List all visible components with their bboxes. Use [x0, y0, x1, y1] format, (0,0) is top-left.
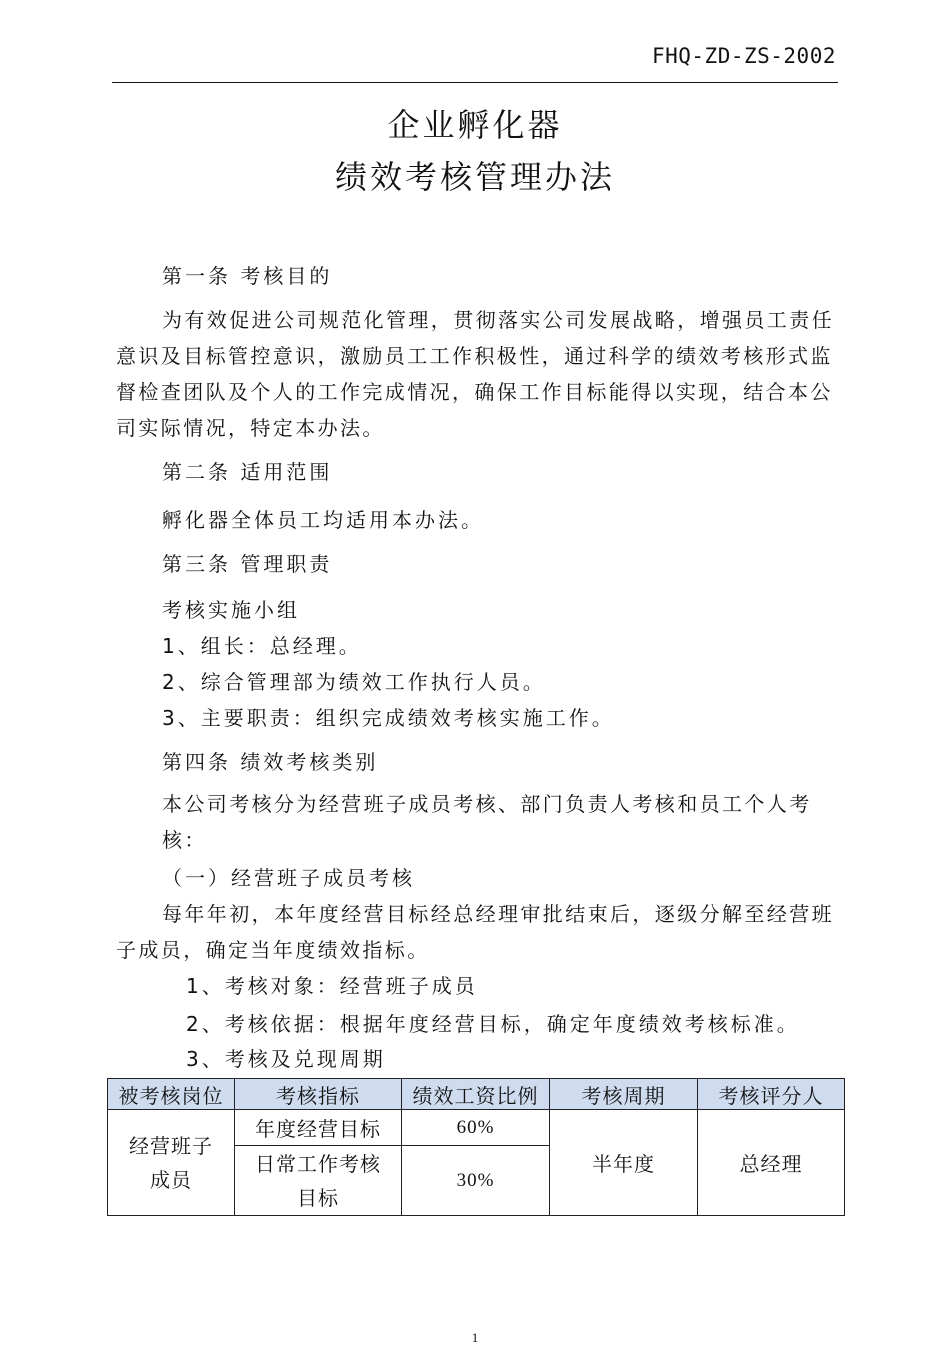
document-code: FHQ-ZD-ZS-2002 — [651, 44, 836, 68]
position-cell: 经营班子成员 — [108, 1110, 235, 1216]
indicator-cell: 日常工作考核目标 — [235, 1146, 402, 1216]
article-1-body: 为有效促进公司规范化管理，贯彻落实公司发展战略，增强员工责任意识及目标管控意识，激励员工工作积极性，通过科学的绩效考核形式监督检查团队及个人的工作完成情况，确保工作目标能得以实现，结合本公司实际情况，特定本办法。 — [116, 308, 834, 440]
article-3-item-3: 3、主要职责：组织完成绩效考核实施工作。 — [162, 706, 615, 730]
period-cell: 半年度 — [550, 1110, 698, 1216]
table-header-cell: 考核评分人 — [698, 1079, 845, 1110]
table-header-cell: 绩效工资比例 — [402, 1079, 550, 1110]
article-4-section-1-body: 每年年初，本年度经营目标经总经理审批结束后，逐级分解至经营班子成员，确定当年度绩效指标。 — [116, 902, 834, 962]
article-3-item-1: 1、组长：总经理。 — [162, 634, 362, 658]
table-header-cell: 被考核岗位 — [108, 1079, 235, 1110]
article-2-body: 孵化器全体员工均适用本办法。 — [162, 508, 484, 532]
page-number: 1 — [471, 1330, 479, 1345]
article-4-section-1-title: （一）经营班子成员考核 — [162, 866, 415, 890]
ratio-cell: 30% — [402, 1146, 550, 1216]
article-3-item-2: 2、综合管理部为绩效工作执行人员。 — [162, 670, 546, 694]
scorer-cell: 总经理 — [698, 1110, 845, 1216]
document-title-line-1: 企业孵化器 — [387, 106, 563, 144]
table-header-cell: 考核指标 — [235, 1079, 402, 1110]
indicator-cell: 年度经营目标 — [235, 1110, 402, 1146]
article-4-item-1: 1、考核对象：经营班子成员 — [186, 974, 478, 998]
header-divider — [112, 82, 838, 83]
article-3-group-title: 考核实施小组 — [162, 598, 300, 622]
article-2-heading: 第二条 适用范围 — [162, 460, 333, 484]
article-3-heading: 第三条 管理职责 — [162, 552, 333, 576]
table-header-cell: 考核周期 — [550, 1079, 698, 1110]
article-4-item-2: 2、考核依据：根据年度经营目标，确定年度绩效考核标准。 — [186, 1012, 800, 1036]
assessment-table — [107, 1078, 845, 1216]
article-4-item-3: 3、考核及兑现周期 — [186, 1047, 386, 1071]
document-title-line-2: 绩效考核管理办法 — [334, 158, 615, 196]
article-4-heading: 第四条 绩效考核类别 — [162, 750, 379, 774]
ratio-cell: 60% — [402, 1110, 550, 1146]
article-4-intro: 本公司考核分为经营班子成员考核、部门负责人考核和员工个人考核： — [162, 792, 812, 852]
table-header-row — [108, 1079, 845, 1110]
article-1-heading: 第一条 考核目的 — [162, 264, 333, 288]
table-row — [108, 1110, 845, 1146]
